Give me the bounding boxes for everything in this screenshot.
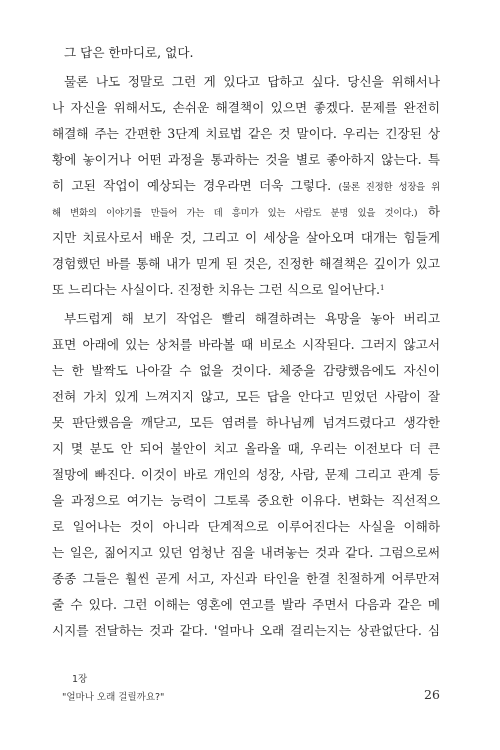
paragraph-line: 종종 그들은 훨씬 곧게 서고, 자신과 타인을 한결 친절하게 어루만져 [52, 571, 440, 586]
paragraph-line: 표면 아래에 있는 상처를 바라볼 때 비로소 시작된다. 그러지 않고서 [52, 337, 440, 352]
paragraph-line: 줄 수 있다. 그런 이해는 영혼에 연고를 발라 주면서 다음과 같은 메 [52, 597, 440, 612]
paragraph-line: 지만 치료사로서 배운 것, 그리고 이 세상을 살아오며 대개는 힘들게 [52, 230, 440, 245]
paragraph-line: 또 느리다는 사실이다. 진정한 치유는 그런 식으로 일어난다.$^1$ [52, 282, 385, 297]
paragraph-line: 절망에 빠진다. 이것이 바로 개인의 성장, 사람, 문제 그리고 관계 등 [52, 467, 440, 482]
parenthetical-note: (물론 진정한 성장을 위 [338, 182, 440, 193]
paragraph-line: 는 한 발짝도 나아갈 수 없을 것이다. 체중을 감량했음에도 자신이 [52, 363, 440, 378]
paragraph-line: 전혀 가치 있게 느껴지지 않고, 모든 답을 안다고 믿었던 사람이 잘 [52, 389, 440, 404]
running-footer-chapter: 1장 [72, 674, 88, 685]
paragraph-line: 부드럽게 해 보기 작업은 빨리 해결하려는 욕망을 놓아 버리고 [64, 311, 440, 326]
paragraph-line: 을 과정으로 여기는 능력이 그토록 중요한 이유다. 변화는 직선적으 [52, 493, 440, 508]
parenthetical-note: 해 변화의 이야기를 만들어 가는 데 흥미가 있는 사람도 분명 있을 것이다.) [52, 208, 418, 219]
paragraph-line: 황에 놓이거나 어떤 과정을 통과하는 것을 별로 좋아하지 않는다. 특 [52, 152, 440, 167]
paragraph-line: 로 일어나는 것이 아니라 단계적으로 이루어진다는 사실을 이해하 [52, 519, 440, 534]
running-footer-title: "얼마나 오래 걸릴까요?" [62, 692, 165, 703]
footnote-marker: 1 [380, 284, 385, 292]
paragraph-line: 물론 나도 정말로 그런 게 있다고 답하고 싶다. 당신을 위해서나 [64, 74, 440, 89]
paragraph-line: 그 답은 한마디로, 없다. [64, 45, 194, 60]
paragraph-line: 해 변화의 이야기를 만들어 가는 데 흥미가 있는 사람도 분명 있을 것이다.) 하 [52, 204, 440, 219]
paragraph-line: 경험했던 바를 통해 내가 믿게 된 것은, 진정한 해결책은 깊이가 있고 [52, 256, 440, 271]
paragraph-line: 시지를 전달하는 것과 같다. '얼마나 오래 걸리는지는 상관없단다. 심 [52, 623, 440, 638]
paragraph-line: 히 고된 작업이 예상되는 경우라면 더욱 그렇다. (물론 진정한 성장을 위 [52, 178, 440, 193]
paragraph-line: 해결해 주는 간편한 3단계 치료법 같은 것 말이다. 우리는 긴장된 상 [52, 126, 440, 141]
paragraph-line: 지 몇 분도 안 되어 불안이 치고 올라올 때, 우리는 이전보다 더 큰 [52, 441, 440, 456]
paragraph-line: 나 자신을 위해서도, 손쉬운 해결책이 있으면 좋겠다. 문제를 완전히 [52, 100, 440, 115]
paragraph-line: 못 판단했음을 깨닫고, 모든 염려를 하나님께 넘겨드렸다고 생각한 [52, 415, 440, 430]
paragraph-line: 는 일은, 짊어지고 있던 엄청난 짐을 내려놓는 것과 같다. 그럼으로써 [52, 545, 440, 560]
page-number: 26 [424, 687, 440, 702]
